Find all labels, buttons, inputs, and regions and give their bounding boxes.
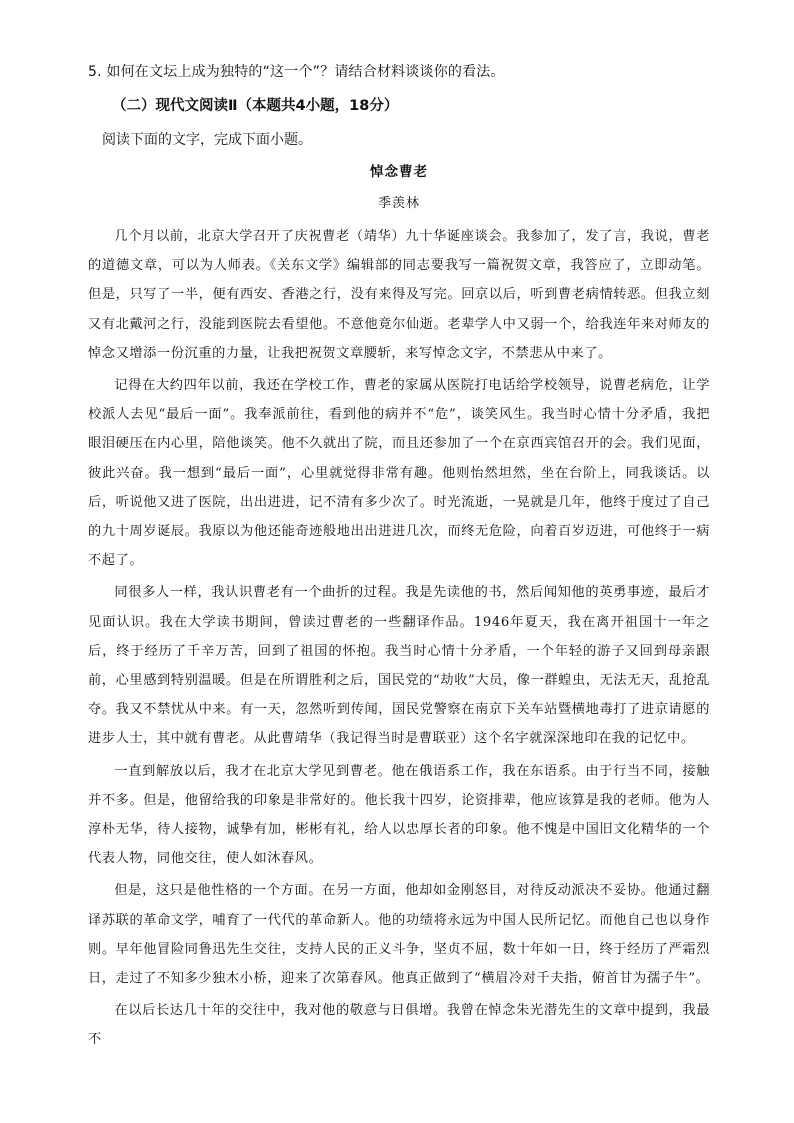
article-paragraph: 在以后长达几十年的交往中，我对他的敬意与日俱增。我曾在悼念朱光潜先生的文章中提到，我最不 — [88, 1003, 710, 1048]
reading-instruction: 阅读下面的文字，完成下面小题。 — [102, 132, 312, 148]
article-paragraph: 但是，这只是他性格的一个方面。在另一方面，他却如金刚怒目，对待反动派决不妥协。他通过翻译苏联的革命文学，哺育了一代代的革命新人。他的功绩将永远为中国人民所记忆。而他自己也以身作则。早年他冒险同鲁迅先生交往，支持人民的正义斗争，坚贞不屈，数十年如一日，终于经历了严霜烈日，走过了不知多少独木小桥，迎来了次第春风。他真正做到了“横眉冷对千夫指，俯首甘为孺子牛”。 — [88, 883, 710, 987]
article-paragraph: 几个月以前，北京大学召开了庆祝曹老（靖华）九十华诞座谈会。我参加了，发了言，我说，曹老的道德文章，可以为人师表。《关东文学》编辑部的同志要我写一篇祝贺文章，我答应了，立即动笔。但是，只写了一半，便有西安、香港之行，没有来得及写完。回京以后，听到曹老病情转恶。但我立刻又有北戴河之行，没能到医院去看望他。不意他竟尔仙逝。老辈学人中又弱一个，给我连年来对师友的悼念又增添一份沉重的力量，让我把祝贺文章腰斩，来写悼念文字，不禁悲从中来了。 — [88, 229, 710, 361]
article-author: 季羡林 — [377, 196, 420, 211]
article-paragraph: 一直到解放以后，我才在北京大学见到曹老。他在俄语系工作，我在东语系。由于行当不同，接触并不多。但是，他留给我的印象是非常好的。他长我十四岁，论资排辈，他应该算是我的老师。他为人淳朴无华，待人接物，诚挚有加，彬彬有礼，给人以忠厚长者的印象。他不愧是中国旧文化精华的一个代表人物，同他交往，使人如沐春风。 — [88, 763, 710, 867]
article-paragraph: 同很多人一样，我认识曹老有一个曲折的过程。我是先读他的书，然后闻知他的英勇事迹，最后才见面认识。我在大学读书期间，曾读过曹老的一些翻译作品。1946年夏天，我在离开祖国十一年之后，终于经历了千辛万苦，回到了祖国的怀抱。我当时心情十分矛盾，一个年轻的游子又回到母亲跟前，心里感到特别温暖。但是在所谓胜利之后，国民党的“劫收”大员，像一群蝗虫，无法无天，乱抢乱夺。我又不禁忧从中来。有一天，忽然听到传闻，国民党警察在南京下关车站暨横地毒打了进京请愿的进步人士，其中就有曹老。从此曹靖华（我记得当时是曹联亚）这个名字就深深地印在我的记忆中。 — [88, 585, 710, 747]
section-title: （二）现代文阅读Ⅱ（本题共4小题，18分） — [112, 98, 399, 114]
article-title: 悼念曹老 — [370, 164, 428, 180]
article-paragraph: 记得在大约四年以前，我还在学校工作，曹老的家属从医院打电话给学校领导，说曹老病危，让学校派人去见“最后一面”。我奉派前往，看到他的病并不“危”，谈笑风生。我当时心情十分矛盾，我把眼泪硬压在内心里，陪他谈笑。他不久就出了院，而且还参加了一个在京西宾馆召开的会。我们见面，彼此兴奋。我一想到“最后一面”，心里就觉得非常有趣。他则怡然坦然，坐在台阶上，同我谈话。以后，听说他又进了医院，出出进进，记不清有多少次了。时光流逝，一晃就是几年，他终于度过了自己的九十周岁诞辰。我原以为他还能奇迹般地出出进进几次，而终无危险，向着百岁迈进，可他终于一病不起了。 — [88, 378, 710, 569]
question-5: 5. 如何在文坛上成为独特的“这一个”？请结合材料谈谈你的看法。 — [88, 64, 505, 80]
article — [88, 162, 710, 1055]
